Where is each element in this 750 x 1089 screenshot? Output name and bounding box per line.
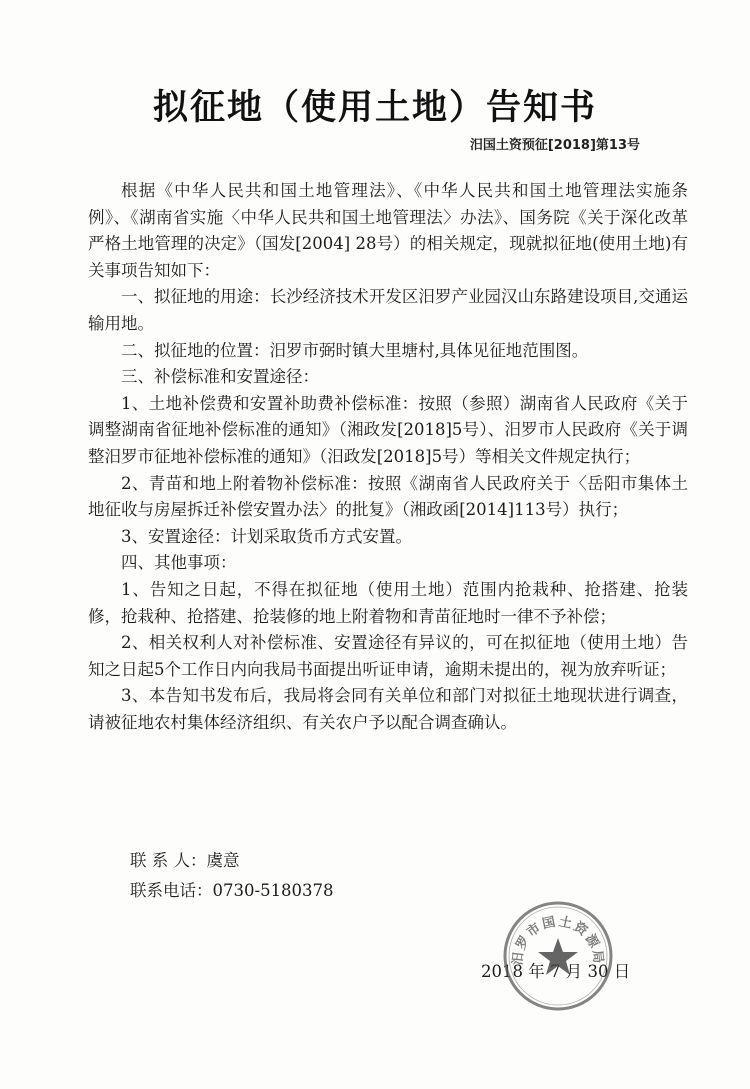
contact-block [130,846,334,906]
body-paragraph-purpose: 一、拟征地的用途：长沙经济技术开发区汨罗产业园汉山东路建设项目,交通运输用地。 [88,287,688,333]
body-paragraph-land-compensation: 1、土地补偿费和安置补助费补偿标准：按照（参照）湖南省人民政府《关于调整湖南省征地补偿标准的通知》（湘政发[2018]5号）、汨罗市人民政府《关于调整汨罗市征地补偿标准的通知》（汨政发[2018]5号）等相关文件规定执行； [88,393,688,466]
document-number: 汨国土资预征[2018]第13号 [469,138,640,153]
contact-person: 虞意 [206,851,240,870]
body-paragraph-other-1: 1、告知之日起，不得在拟征地（使用土地）范围内抢栽种、抢搭建、抢装修，抢栽种、抢搭建、抢装修的地上附着物和青苗征地时一律不予补偿； [88,579,688,626]
body-paragraph-other-heading: 四、其他事项： [121,553,237,573]
contact-phone-label: 联系电话： [130,881,213,900]
body-paragraph-intro: 根据《中华人民共和国土地管理法》、《中华人民共和国土地管理法实施条例》、《湖南省实施〈中华人民共和国土地管理法〉办法》、国务院《关于深化改革严格土地管理的决定》（国发[2004] 28号）的相关规定，现就拟征地(使用土地)有关事项告知如下： [88,181,688,280]
seal-text: 汨罗市国土资源局 [510,914,606,967]
seal-graphic [502,900,614,1012]
contact-person-label: 联 系 人： [130,851,207,870]
document-title: 拟征地（使用土地）告知书 [152,88,597,128]
issue-date: 2018 年 7 月 30 日 [481,962,631,981]
contact-person-row [130,846,334,876]
body-paragraph-crop-compensation: 2、青苗和地上附着物补偿标准：按照《湖南省人民政府关于〈岳阳市集体土地征收与房屋拆迁补偿安置办法〉的批复》（湘政函[2014]113号）执行； [88,473,688,520]
body-paragraph-compensation-heading: 三、补偿标准和安置途径： [121,367,319,387]
body-paragraph-resettlement: 3、安置途径：计划采取货币方式安置。 [121,526,412,546]
body-paragraph-other-2: 2、相关权利人对补偿标准、安置途径有异议的，可在拟征地（使用土地）告知之日起5个工作日内向我局书面提出听证申请，逾期未提出的，视为放弃听证； [88,633,688,679]
contact-phone: 0730-5180378 [212,881,334,900]
contact-phone-row [130,876,334,906]
official-seal-icon [502,900,614,1012]
body-paragraph-other-3: 3、本告知书发布后，我局将会同有关单位和部门对拟征土地现状进行调查，请被征地农村集体经济组织、有关农户予以配合调查确认。 [88,686,688,732]
body-paragraph-location: 二、拟征地的位置：汨罗市弼时镇大里塘村,具体见征地范围图。 [121,340,589,360]
document-body [88,178,688,736]
